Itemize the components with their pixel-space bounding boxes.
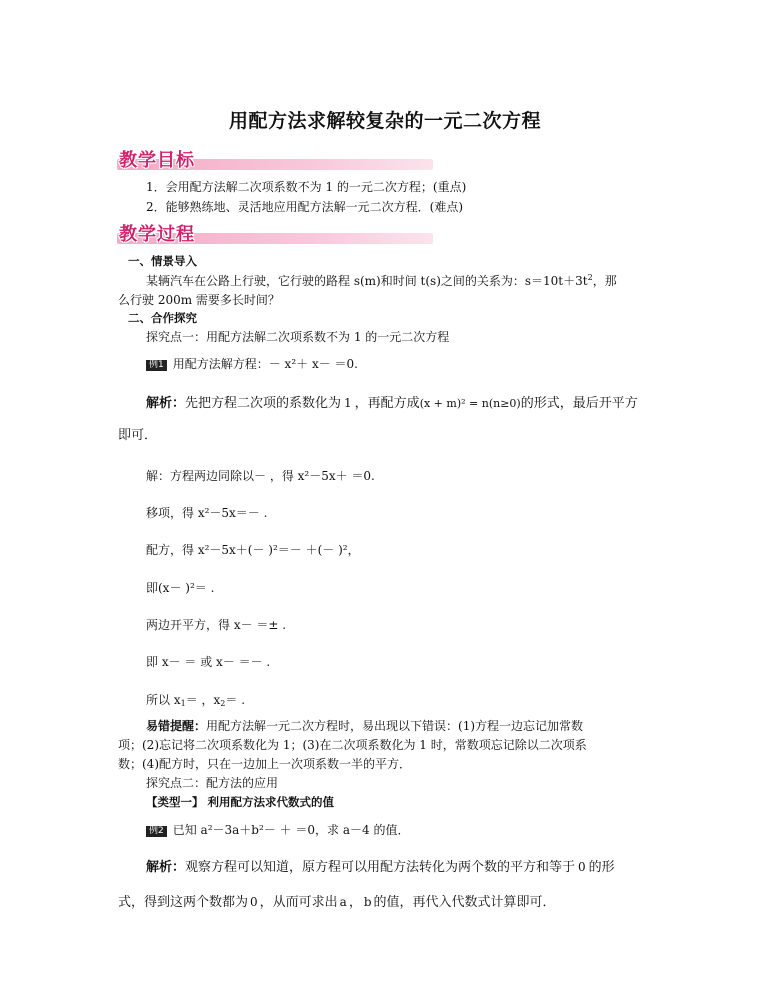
example-badge: 例1: [146, 360, 167, 371]
point2-heading: 探究点二：配方法的应用: [146, 776, 279, 790]
solution-line-4: 即(x－ )²＝ .: [146, 581, 215, 595]
section-label: 教学目标: [119, 150, 195, 171]
point1-heading: 探究点一：用配方法解二次项系数不为 1 的一元二次方程: [146, 330, 450, 344]
example2-question: 例2 已知 a²－3a＋b²－ ＋ ＝0，求 a－4 的值．: [146, 822, 409, 838]
page-title: 用配方法求解较复杂的一元二次方程: [228, 110, 541, 132]
part2-heading: 二、合作探究: [128, 311, 197, 325]
section-header-process: [117, 224, 437, 246]
solution-line-1: 解：方程两边同除以－ ，得 x²－5x＋ ＝0.: [146, 469, 375, 483]
part1-heading: 一、情景导入: [128, 254, 197, 268]
example1-question: 例1 用配方法解方程：－ x²＋ x－ ＝0.: [146, 356, 358, 372]
solution-line-6: 即 x－ ＝ 或 x－ ＝－ .: [146, 655, 271, 669]
goal-2: 2．能够熟练地、灵活地应用配方法解一元二次方程．(难点): [146, 200, 464, 214]
example-badge: 例2: [146, 826, 167, 837]
solution-line-7: 所以 $x_1=$ ，$x_2=$ .: [146, 693, 246, 708]
solution-line-2: 移项，得 x²－5x＝－ .: [146, 506, 268, 520]
part1-text-line2: 么行驶 200m 需要多长时间？: [118, 293, 280, 307]
example1-analysis-line1: 解析：先把方程二次项的系数化为 1 ，再配方成(x + m)² = n(n≥0)的形式，最后开平方: [146, 396, 638, 411]
reminder-line-3: 数；(4)配方时，只在一边加上一次项系数一半的平方．: [118, 757, 412, 771]
goal-1: 1．会用配方法解二次项系数不为 1 的一元二次方程；(重点): [146, 180, 467, 194]
example2-analysis-line2: 式，得到这两个数都为 0 ，从而可求出 a ， b 的值，再代入代数式计算即可．: [118, 895, 556, 910]
part1-text-line1: 某辆汽车在公路上行驶，它行驶的路程 s(m)和时间 t(s)之间的关系为：$s=10t+3t^2$，那: [146, 273, 617, 288]
reminder-line-1: 易错提醒：用配方法解一元二次方程时，易出现以下错误：(1)方程一边忘记加常数: [146, 719, 584, 733]
example2-analysis-line1: 解析：观察方程可以知道，原方程可以用配方法转化为两个数的平方和等于 0 的形: [146, 860, 615, 875]
section-header-goals: [117, 150, 437, 172]
solution-line-5: 两边开平方，得 x－ ＝± .: [146, 618, 287, 632]
section-label: 教学过程: [119, 224, 195, 245]
type1-heading: 【类型一】 利用配方法求代数式的值: [146, 795, 335, 809]
reminder-line-2: 项；(2)忘记将二次项系数化为 1；(3)在二次项系数化为 1 时，常数项忘记除以二次项系: [118, 738, 587, 752]
solution-line-3: 配方，得 x²－5x＋(－ )²＝－ ＋(－ )²，: [146, 543, 360, 557]
example1-analysis-line2: 即可．: [118, 428, 158, 443]
